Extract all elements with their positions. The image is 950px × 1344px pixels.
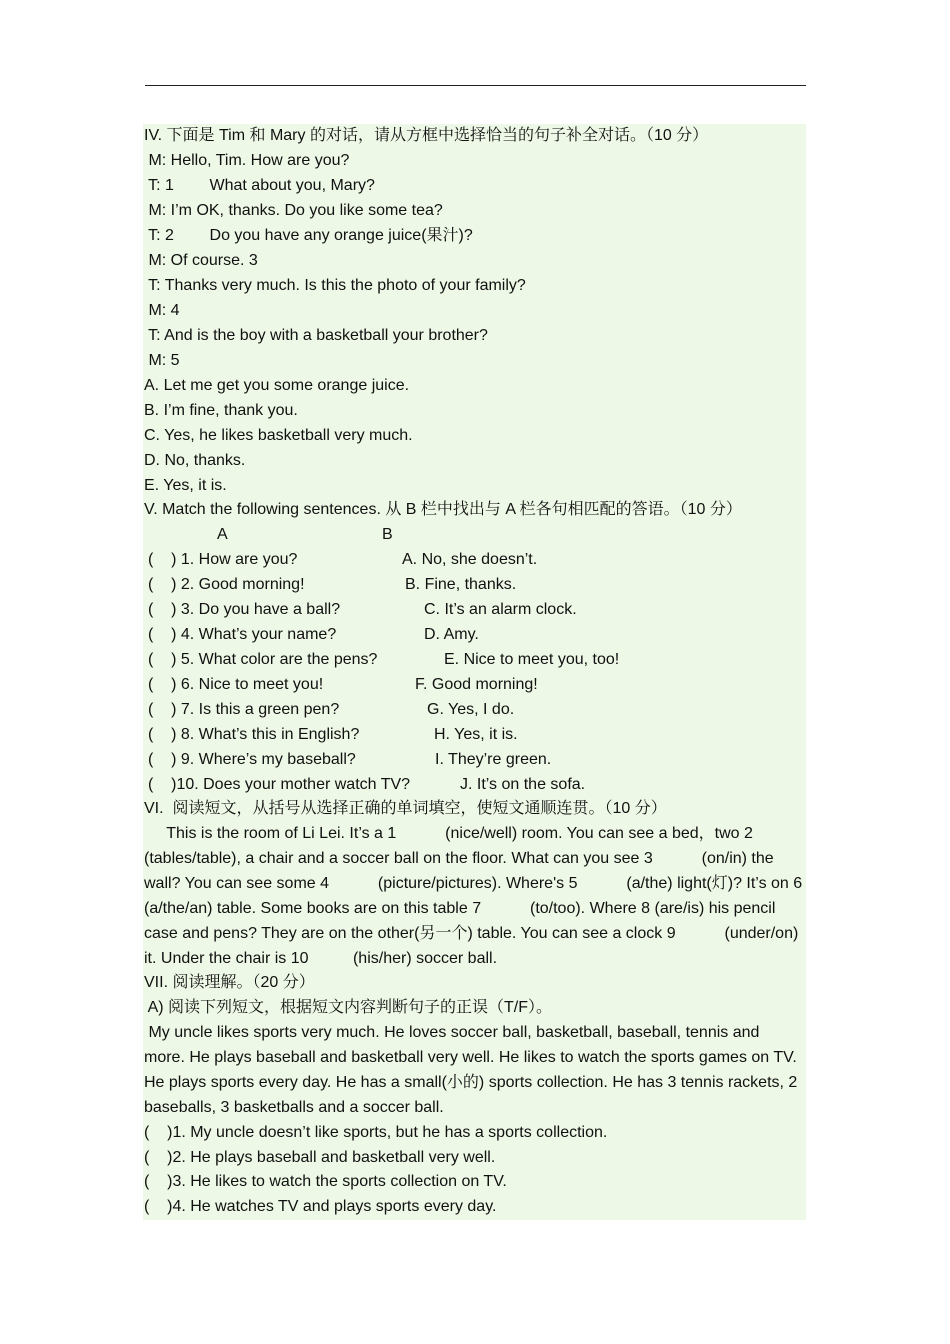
dialogue-line: T: 1 What about you, Mary? — [144, 177, 375, 194]
dialogue-line: M: 4 — [144, 302, 180, 319]
cloze-passage: This is the room of Li Lei. It’s a 1 (nice/well) room. You can see a bed，two 2 (tables/table), a chair and a soccer ball on the floor. What can you see 3 (on/in) the wall? You can see some 4 (picture/pictures). Where's 5 (a/the) light(灯)? It’s on 6 (a/the/an) table. Some books are on this table 7 (to/too). Where 8 (are/is) his pencil case and pens? They are on the other(另一个) table. You can see a clock 9 (under/on) it. Under the chair is 10 (his/her) soccer ball. — [144, 825, 852, 967]
match-question: ( ) 4. What’s your name? — [148, 626, 337, 643]
match-answer: F. Good morning! — [415, 676, 538, 693]
match-answer: G. Yes, I do. — [427, 701, 515, 718]
dialogue-line: T: And is the boy with a basketball your brother? — [144, 327, 488, 344]
column-a-label: A — [217, 526, 228, 543]
true-false-item: ( )4. He watches TV and plays sports every day. — [144, 1198, 497, 1215]
section-6-heading: VI. 阅读短文，从括号从选择正确的单词填空，使短文通顺连贯。（10 分） — [144, 800, 667, 817]
option-line: A. Let me get you some orange juice. — [144, 377, 410, 394]
match-question: ( ) 9. Where’s my baseball? — [148, 751, 356, 768]
match-question: ( ) 7. Is this a green pen? — [148, 701, 340, 718]
match-question: ( ) 1. How are you? — [148, 551, 298, 568]
reading-passage: My uncle likes sports very much. He loves soccer ball, basketball, baseball, tennis and more. He plays baseball and basketball very well. He likes to watch the sports games on TV. He plays sports every day. He has a small(小的) sports collection. He has 3 tennis rackets, 2 baseballs, 3 basketballs and a soccer ball. — [144, 1024, 802, 1116]
match-answer: J. It’s on the sofa. — [460, 776, 586, 793]
column-b-label: B — [382, 526, 393, 543]
match-answer: H. Yes, it is. — [434, 726, 518, 743]
match-answer: C. It’s an alarm clock. — [424, 601, 577, 618]
dialogue-line: M: 5 — [144, 352, 180, 369]
match-question: ( ) 8. What’s this in English? — [148, 726, 360, 743]
section-5-heading: V. Match the following sentences. 从 B 栏中找出与 A 栏各句相匹配的答语。（10 分） — [144, 501, 742, 518]
section-4-heading: IV. 下面是 Tim 和 Mary 的对话，请从方框中选择恰当的句子补全对话。（10 分） — [144, 127, 709, 144]
option-line: C. Yes, he likes basketball very much. — [144, 427, 413, 444]
match-question: ( ) 6. Nice to meet you! — [148, 676, 324, 693]
dialogue-line: M: I’m OK, thanks. Do you like some tea? — [144, 202, 443, 219]
section-7-subheading: A) 阅读下列短文，根据短文内容判断句子的正误（T/F）。 — [144, 999, 553, 1016]
option-line: B. I’m fine, thank you. — [144, 402, 298, 419]
section-7-heading: VII. 阅读理解。（20 分） — [144, 974, 315, 991]
match-question: ( ) 3. Do you have a ball? — [148, 601, 341, 618]
match-answer: B. Fine, thanks. — [405, 576, 517, 593]
match-question: ( ) 5. What color are the pens? — [148, 651, 378, 668]
dialogue-line: M: Hello, Tim. How are you? — [144, 152, 350, 169]
match-question: ( )10. Does your mother watch TV? — [148, 776, 411, 793]
true-false-item: ( )1. My uncle doesn’t like sports, but he has a sports collection. — [144, 1124, 608, 1141]
true-false-item: ( )2. He plays baseball and basketball very well. — [144, 1149, 496, 1166]
true-false-item: ( )3. He likes to watch the sports collection on TV. — [144, 1173, 507, 1190]
match-answer: E. Nice to meet you, too! — [444, 651, 620, 668]
dialogue-line: T: Thanks very much. Is this the photo of your family? — [144, 277, 526, 294]
option-line: E. Yes, it is. — [144, 477, 227, 494]
match-answer: D. Amy. — [424, 626, 479, 643]
dialogue-line: T: 2 Do you have any orange juice(果汁)? — [144, 227, 473, 244]
header-rule — [145, 85, 806, 86]
match-question: ( ) 2. Good morning! — [148, 576, 305, 593]
match-answer: A. No, she doesn’t. — [402, 551, 538, 568]
option-line: D. No, thanks. — [144, 452, 246, 469]
dialogue-line: M: Of course. 3 — [144, 252, 258, 269]
match-answer: I. They’re green. — [435, 751, 552, 768]
